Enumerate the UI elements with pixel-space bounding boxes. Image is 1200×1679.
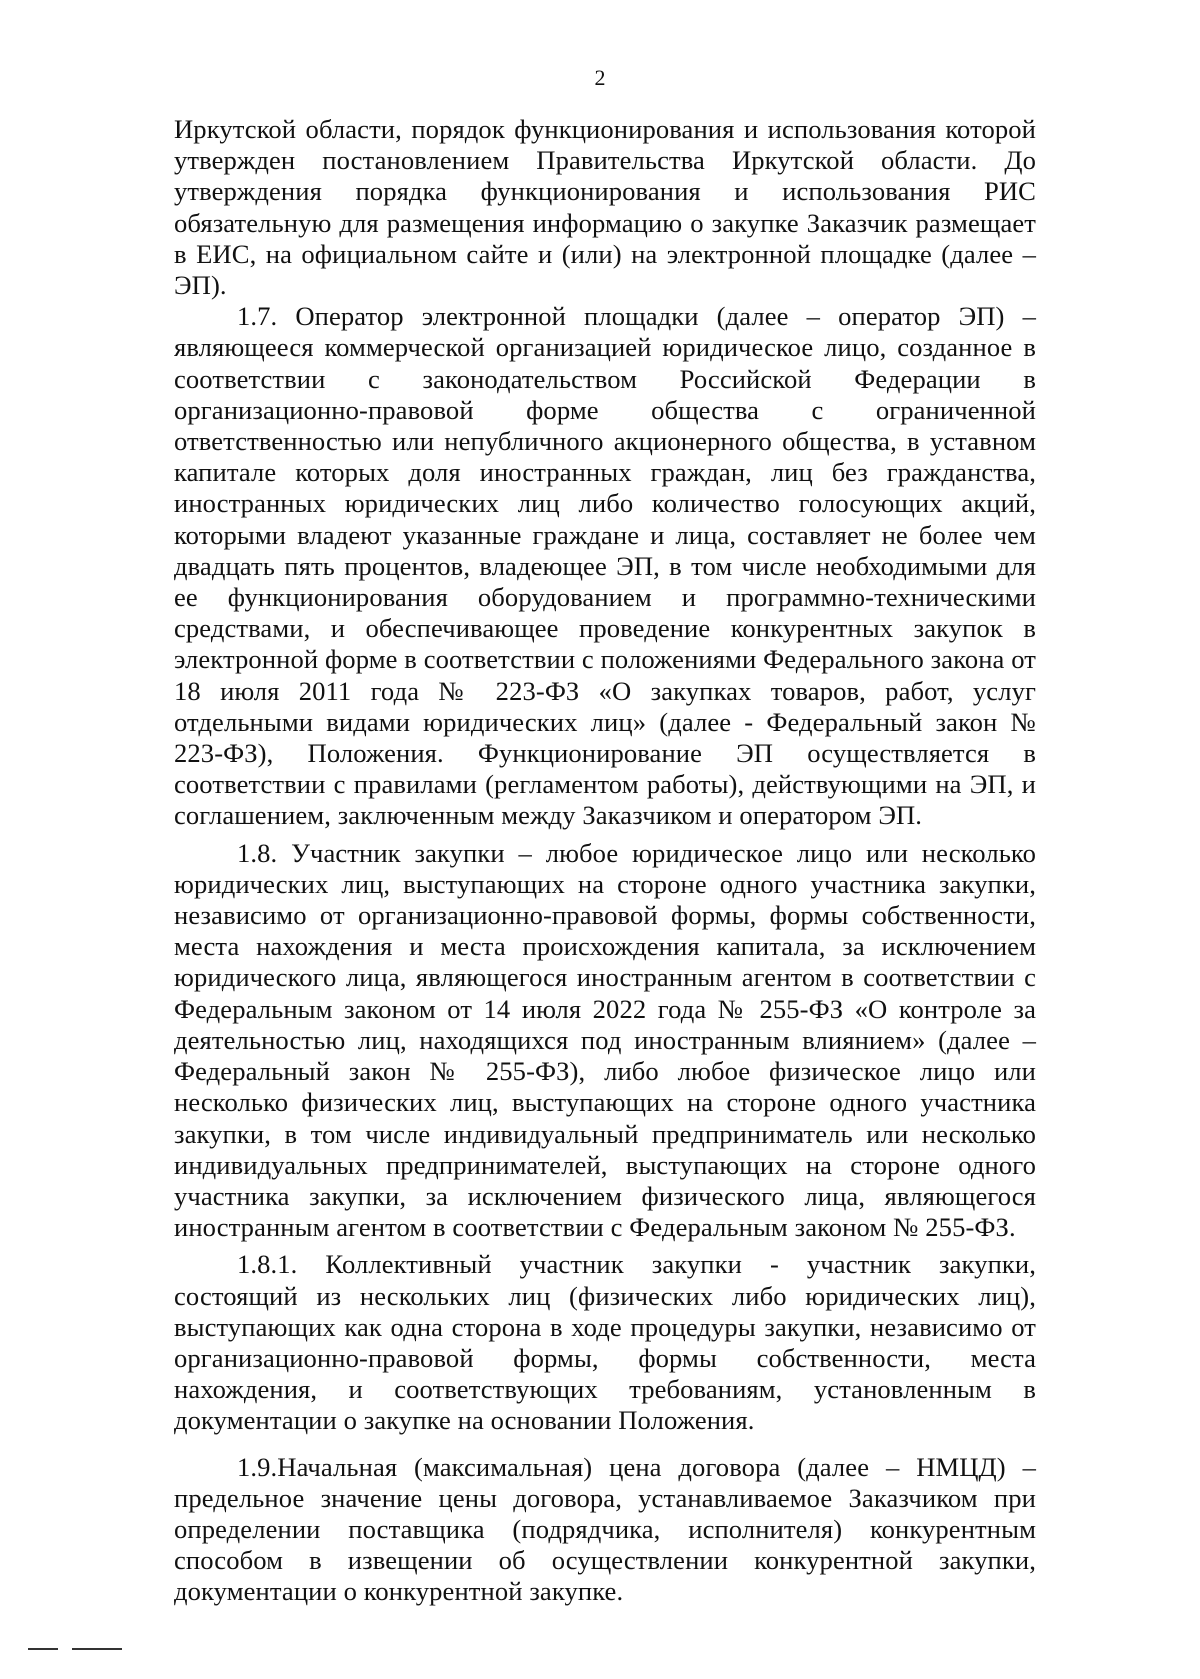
document-body: [174, 114, 1036, 1608]
paragraph-1-9: 1.9.Начальная (максимальная) цена договора (далее – НМЦД) – предельное значение цены договора, устанавливаемое Заказчиком при определении поставщика (подрядчика, исполнителя) конкурентным способом в извещении об осуществлении конкурентной закупки, документации о конкурентной закупке.: [174, 1451, 1036, 1607]
scan-footer-mark: [28, 1648, 128, 1652]
footer-dash: [28, 1648, 58, 1650]
paragraph-1-8-1: 1.8.1. Коллективный участник закупки - участник закупки, состоящий из нескольких лиц (физических либо юридических лиц), выступающих как одна сторона в ходе процедуры закупки, независимо от организационно-правовой формы, формы собственности, места нахождения, и соответствующих требованиям, установленным в документации о закупке на основании Положения.: [174, 1249, 1036, 1436]
page-number: 2: [594, 65, 606, 90]
paragraph-1-7: 1.7. Оператор электронной площадки (далее – оператор ЭП) – являющееся коммерческой организацией юридическое лицо, созданное в соответствии с законодательством Российской Федерации в организационно-правовой форме общества с ограниченной ответственностью или непубличного акционерного общества, в уставном капитале которых доля иностранных граждан, лиц без гражданства, иностранных юридических лиц либо количество голосующих акций, которыми владеют указанные граждане и лица, составляет не более чем двадцать пять процентов, владеющее ЭП, в том числе необходимыми для ее функционирования оборудованием и программно-техническими средствами, и обеспечивающее проведение конкурентных закупок в электронной форме в соответствии с положениями Федерального закона от 18 июля 2011 года № 223-ФЗ «О закупках товаров, работ, услуг отдельными видами юридических лиц» (далее - Федеральный закон № 223-ФЗ), Положения. Функционирование ЭП осуществляется в соответствии с правилами (регламентом работы), действующими на ЭП, и соглашением, заключенным между Заказчиком и оператором ЭП.: [174, 301, 1036, 831]
paragraph-1-8: 1.8. Участник закупки – любое юридическое лицо или несколько юридических лиц, выступающих на стороне одного участника закупки, независимо от организационно-правовой формы, формы собственности, места нахождения и места происхождения капитала, за исключением юридического лица, являющегося иностранным агентом в соответствии с Федеральным законом от 14 июля 2022 года № 255-ФЗ «О контроле за деятельностью лиц, находящихся под иностранным влиянием» (далее – Федеральный закон № 255-ФЗ), либо любое физическое лицо или несколько физических лиц, выступающих на стороне одного участника закупки, в том числе индивидуальный предприниматель или несколько индивидуальных предпринимателей, выступающих на стороне одного участника закупки, за исключением физического лица, являющегося иностранным агентом в соответствии с Федеральным законом № 255-ФЗ.: [174, 837, 1036, 1243]
paragraph-continuation: Иркутской области, порядок функционирования и использования которой утвержден постановлением Правительства Иркутской области. До утверждения порядка функционирования и использования РИС обязательную для размещения информацию о закупке Заказчик размещает в ЕИС, на официальном сайте и (или) на электронной площадке (далее – ЭП).: [174, 114, 1036, 301]
footer-dash: [72, 1648, 122, 1650]
